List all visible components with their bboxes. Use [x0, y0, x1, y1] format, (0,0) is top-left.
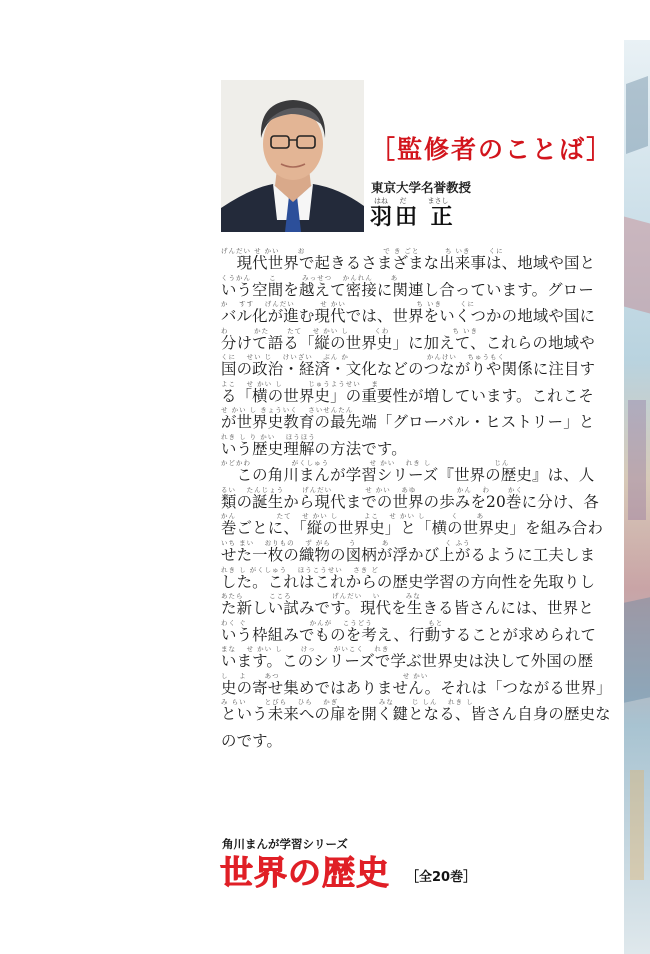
furigana-line: れき し り かい ほうほう: [221, 432, 316, 440]
text-line: [221, 697, 619, 724]
text-line: [221, 352, 619, 379]
furigana-line: し よ あつ せ かい: [221, 671, 429, 679]
furigana-line: いち まい おりもの ず がら う あ く ふう: [221, 539, 471, 547]
furigana-line: かどかわ がくしゅう せ かい れき し じん: [221, 459, 510, 467]
text-line: [221, 485, 619, 512]
body-text-line: が世界史教育の最先端「グローバル・ヒストリー」と: [221, 413, 595, 432]
text-line: [221, 618, 619, 645]
text-line: [221, 458, 619, 485]
supervisor-affiliation: 東京大学名誉教授: [371, 180, 472, 195]
body-text-line: る「横の世界史」の重要性が増しています。これこそ: [221, 386, 594, 405]
furigana-line: まな せ かい し けっ がいこく れき: [221, 645, 390, 653]
supervisor-name-block: [370, 196, 456, 231]
furigana-line: れき し がくしゅう ほうこうせい さき ど: [221, 565, 379, 573]
text-line: [221, 432, 619, 459]
text-line: [221, 511, 619, 538]
body-text-line: せた一枚の織物の図柄が浮かび上がるように工夫しま: [221, 546, 596, 565]
name-reading-1: はね: [374, 197, 388, 205]
series-title-logo: 世界の歴史: [220, 853, 390, 892]
text-line: [221, 538, 619, 565]
body-text-line: 類の誕生から現代までの世界の歩みを20巻に分け、各: [221, 492, 599, 511]
body-text-line: います。このシリーズで学ぶ世界史は決して外国の歴: [221, 652, 594, 671]
series-volume-count: ［全20巻］: [406, 870, 477, 885]
text-line: [221, 405, 619, 432]
furigana-line: [221, 724, 619, 732]
furigana-line: わく ぐ かんが こうどう もと: [221, 618, 444, 626]
section-title: ［監修者のことば］: [370, 135, 614, 164]
name-reading: [370, 196, 456, 205]
furigana-line: み らい とびら ひら かぎ みな じ しん れき し: [221, 698, 474, 706]
body-text-line: 巻ごとに、「縦の世界史」と「横の世界史」を組み合わ: [221, 519, 604, 538]
text-line: [221, 273, 619, 300]
furigana-line: くに せい じ けいざい ぶん か かんけい ちゅうもく: [221, 353, 505, 361]
furigana-line: るい たんじょう げんだい せ かい あゆ かん わ かく: [221, 485, 524, 493]
text-line: [221, 724, 619, 751]
cover-illustration-edge: [624, 40, 650, 954]
furigana-line: わ かた たて せ かい し くわ ち いき: [221, 326, 479, 334]
message-body: [221, 246, 619, 750]
supervisor-portrait: [221, 80, 364, 232]
furigana-line: あたら こころ げんだい い みな: [221, 592, 421, 600]
text-line: [221, 299, 619, 326]
text-line: [221, 644, 619, 671]
body-text-line: バル化が進む現代では、世界をいくつかの地域や国に: [221, 307, 596, 326]
text-line: [221, 246, 619, 273]
text-line: [221, 326, 619, 353]
body-text-line: という未来への扉を開く鍵となる、皆さん自身の歴史な: [221, 705, 611, 724]
furigana-line: せ かい し きょういく さいせんたん: [221, 406, 354, 414]
body-text-line: いう歴史理解の方法です。: [221, 439, 407, 458]
supervisor-name: 羽田 正: [370, 205, 456, 230]
furigana-line: げんだい せ かい お で き ごと ち いき くに: [221, 247, 504, 254]
text-line: [221, 379, 619, 406]
text-line: [221, 671, 619, 698]
body-text-line: いう空間を越えて密接に関連し合っています。グロー: [221, 280, 594, 299]
body-text-line: 分けて語る「縦の世界史」に加えて、これらの地域や: [221, 333, 595, 352]
body-text-line: た新しい試みです。現代を生きる皆さんには、世界と: [221, 599, 594, 618]
name-reading-2: だ: [399, 197, 407, 205]
furigana-line: よこ せ かい し じゅうようせい ま: [221, 379, 379, 387]
body-text-line: のです。: [221, 731, 283, 750]
body-text-line: した。これはこれからの歴史学習の方向性を先取りし: [221, 572, 596, 591]
text-line: [221, 565, 619, 592]
furigana-line: か すす げんだい せ かい ち いき くに: [221, 300, 476, 308]
body-text-line: 史の寄せ集めではありません。それは「つながる世界」: [221, 678, 612, 697]
body-text-line: この角川まんが学習シリーズ『世界の歴史』は、人: [221, 466, 595, 485]
furigana-line: くうかん こ みっせつ かんれん あ: [221, 273, 399, 281]
name-reading-3: まさし: [427, 197, 449, 205]
body-text-line: 国の政治・経済・文化などのつながりや関係に注目す: [221, 360, 596, 379]
body-text-line: いう枠組みでものを考え、行動することが求められて: [221, 625, 597, 644]
text-line: [221, 591, 619, 618]
series-label: 角川まんが学習シリーズ: [222, 837, 348, 851]
furigana-line: かん たて せ かい し よこ せ かい し く あ: [221, 512, 485, 520]
body-text-line: 現代世界で起きるさまざまな出来事は、地域や国と: [221, 254, 596, 272]
